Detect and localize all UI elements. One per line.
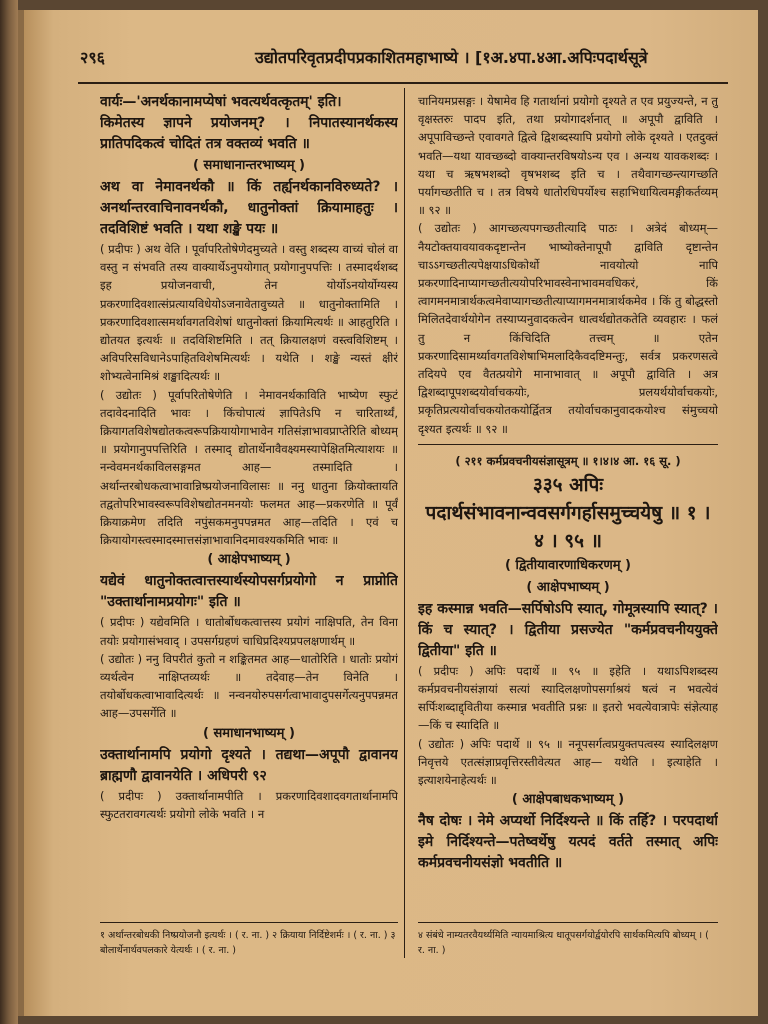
commentary-paragraph: ( उद्योतः ) ननु विपरीतं कुतो न शङ्कितमत आह—धातोरिति । धातोः प्रयोगं व्यर्थत्वेन नाक्षिप्तव्यर्थः ॥ तदेवाह—तेन विनेति । तयोर्बोधकत्वाभावादित्यर्थः ॥ नन्वनयोरुपसर्गत्वाभावादुपसर्गेत्यनुपपन्नमत आह—उपसर्गेति ॥: [100, 651, 398, 721]
footnote-left: १ अर्थान्तरबोधकी निष्प्रयोजनौ इत्यर्थः । ( र. ना. ) २ क्रियाया निर्दिष्टेशर्मः । ( र. ना. ) ३ बोलार्थेनार्थवपलकारे येत्यर्थः । ( र. ना. ): [100, 930, 396, 956]
section-heading: ( आक्षेपभाष्यम् ): [207, 552, 291, 568]
section-heading: ( आक्षेपबाधकभाष्यम् ): [511, 792, 625, 808]
text-paragraph: वार्यः—'अनर्थकानामप्येषां भवत्यर्थवत्कृतम्' इति।: [100, 94, 342, 110]
text-paragraph: नैष दोषः । नेमे अप्यर्थो निर्दिश्यन्ते ॥ किं तर्हि? । परपदार्था इमे निर्दिश्यन्ते—पतेष्वर्थेषु यत्पदं वर्तते तस्मात् अपिः कर्मप्रवचनीयसंज्ञो भवतीति ॥: [418, 813, 718, 872]
commentary-paragraph: ( प्रदीपः ) अथ वेति । पूर्वापरितोषेणेदमुच्यते । वस्तु शब्दस्य वाच्यं चोलं वा वस्तु न संभवति तस्य वाक्यार्थेऽनुपयोगात् प्रयोगानुपपत्तिः । तस्मादर्थशब्द इह प्रयोजनवाची, तेन योर्योऽनयोर्योग्यस्य प्रकरणादिवशात्संप्रत्यायविधेयोऽजनावेतावुच्यते ॥ धातुनोक्तामिति । प्रकरणादिवशात्समर्थावगतविशेषां धातुनोक्तां क्रियामित्यर्थः ॥ आहतुरिति । द्योतयत इत्यर्थः ॥ तदविशिष्टमिति । तत् क्रियालक्षणं वस्त्वविशिष्टम् । अविपरिसविधानेऽपाहितविशेषमित्यर्थः । यथेति । शङ्खे न्यस्तं क्षीरं शोभ्यत्वेनामिश्रं शङ्खादित्यर्थः ॥: [100, 242, 398, 384]
column-divider: [404, 88, 405, 958]
commentary-paragraph: ( प्रदीपः ) यद्येवमिति । धातोर्बोधकत्वात्तस्य प्रयोगं नाक्षिपति, तेन विना तयोः प्रयोगासंभवाद् । उपसर्गग्रहणं चाधिप्रदिश्यप्रपलक्षणार्थम् ॥: [100, 615, 398, 648]
text-paragraph: इह कस्मान्न भवति—सर्पिषोऽपि स्यात्, गोमूत्रस्यापि स्यात्? । किं च स्यात्? । द्वितीया प्रसज्येत "कर्मप्रवचनीययुक्ते द्वितीया" इति ॥: [418, 600, 718, 659]
text-paragraph: उक्तार्थानामपि प्रयोगो दृश्यते । तद्यथा—अपूपौ द्वावानय ब्राह्मणौ द्वावानयेति । अधिपरी ९२: [100, 746, 398, 784]
commentary-paragraph: ( उद्योतः ) अपिः पदार्थे ॥ ९५ ॥ ननूपसर्गत्वप्रयुक्तपत्वस्य स्यादिलक्षण निवृत्तये एतत्संज्ञाप्रवृत्तिरस्तीवेत्यत आह— यथेति । इत्याहेति । इत्याशयेनाहेत्यर्थः ॥: [418, 736, 718, 788]
commentary-paragraph: ( प्रदीपः ) अपिः पदार्थे ॥ ९५ ॥ इहेति । यथाऽपिशब्दस्य कर्मप्रवचनीयसंज्ञायां सत्यां स्यादिलक्षणोपसर्गाश्रयं षत्वं न भवत्येवं सर्पिःशब्दाद्द्वितीया कस्मान्न भवतीति प्रश्नः ॥ इतरो भवत्येवात्रापेः संज्ञेत्याह—किं च स्यादिति ॥: [418, 663, 718, 733]
section-heading: ( आक्षेपभाष्यम् ): [526, 579, 610, 595]
section-heading: ( समाधानभाष्यम् ): [203, 725, 295, 741]
running-title: उद्योतपरिवृतप्रदीपप्रकाशितमहाभाष्ये ।: [255, 48, 470, 67]
header-rule: [78, 82, 728, 84]
section-rule: [418, 444, 718, 445]
sutra-title: ३३५ अपिः पदार्थसंभावनान्ववसर्गगर्हासमुच्चयेषु ॥ १ । ४ । ९५ ॥: [425, 473, 711, 552]
text-paragraph: यद्येवं धातुनोक्तत्वात्तस्यार्थस्योपसर्गप्रयोगो न प्राप्नोति "उक्तार्थानामप्रयोगः" इति ॥: [100, 573, 398, 611]
commentary-paragraph: ( उद्योतः ) पूर्वापरितोषेणेति । नेमावनर्थकाविति भाष्येण स्फुटं तदावेदनादिति भावः । किंचोपात्यं ज्ञापितेऽपि न चारितार्थ्यं, क्रियागतविशेषद्योतकत्वरूपक्रियायोगाभावेन गतिसंज्ञाभावप्राप्तेरिति बोध्यम् ॥ प्रयोगानुपपत्तिरिति । तस्माद् द्योतार्थेनावैवक्ष्यमस्यापेक्षितमित्याशयः ॥ नन्वेवमनर्थकाविलसङ्गमत आह— तस्मादिति । अर्थान्तरबोधकत्वाभावान्निष्प्रयोजनाविलासः ॥ ननु धातुना क्रियोक्तायति तद्वतोपरिभावस्वरूपविशेषद्योतनमनयोः फलमत आह—प्रकरणेति ॥ पूर्वं क्रियाक्रमेण तदिति नपुंसकमनुपपन्नमत आह—तदिति । एवं च क्रियायोगस्त्वस्मादस्मात्तसंज्ञाभावानिदमावश्यकमिति भावः ॥: [100, 387, 398, 548]
commentary-paragraph: ( उद्योतः ) आगच्छत्यपगच्छतीत्यादि पाठः । अत्रेदं बोध्यम्—नैयटोक्तयावयावकदृष्टान्तेन भाष्योक्तेनापूपौ द्वाविति दृष्टान्तेन चाऽऽगच्छतीत्यपेक्षयाऽधिकोर्थो नावयोत्यो नापि प्रकरणादिनाप्यागच्छतीत्ययोपरिभावस्वेनाभावमवधिकरं, किं त्वागमनमात्रार्थकत्वमेवाप्यागच्छतीत्याप्यागमनमात्रार्थकमेव । किं तु बोद्धस्तो मिलितदेवार्थयोगेन तस्याप्यनुवादकत्वेन धात्वर्थद्योतकतेति व्यवहारः । फलं तु न किंचिदिति तत्त्वम् ॥ एतेन प्रकरणादिसामर्थ्यावगतविशेषाभिमलादिकैवदष्टिमन्तुः, सर्वत्र प्रकरणसत्वे तदियपे एव वैतत्प्रयोगे मानाभावात् ॥ अपूपौ द्वाविति । अत्र द्विशब्दापूपशब्दयोर्वाचकयोः, प्रलयर्थयोर्वाचकयोः, प्रकृतिप्रत्ययोर्वाचकयोतकयोर्द्वितत्र तयोर्वाचकानुवादकयोश्च संमुच्चयो दृश्यत इत्यर्थः ॥ ९२ ॥: [418, 221, 718, 436]
footnote-rule-right: [418, 922, 718, 923]
commentary-paragraph: ( प्रदीपः ) उक्तार्थानामपीति । प्रकरणादिवशादवगतार्थानामपि स्फुटतरावगत्यर्थः प्रयोगो लोके भवति । न: [100, 788, 398, 821]
sutra-metadata: ( २११ कर्मप्रवचनीयसंज्ञासूत्रम् ॥ १।४।४ आ. १६ सू. ): [455, 453, 681, 468]
page-number: २९६: [80, 48, 105, 67]
section-heading: ( द्वितीयावारणाधिकरणम् ): [505, 557, 631, 573]
text-paragraph: किमेतस्य ज्ञापने प्रयोजनम्? । निपातस्यानर्थकस्य प्रातिपदिकत्वं चोदितं तत्र वक्तव्यं भवति ॥: [100, 115, 398, 152]
footnote-right: ४ संबंधे नाम्यतरवैयर्थ्यमिति न्यायमाश्रित्य धातूपसर्गयोर्द्वयोरपि सार्थकमित्यपि बोध्यम् । ( र. ना. ): [418, 930, 709, 956]
text-paragraph: अथ वा नेमावनर्थकौ ॥ किं तर्ह्यनर्थकानविरुध्यते? । अनर्थान्तरवाचिनावनर्थकौ, धातुनोक्तां क्रियामाहतुः । तदविशिष्टं भवति । यथा शङ्खे पयः ॥: [100, 179, 398, 237]
right-column: [418, 92, 718, 874]
section-heading: ( समाधानान्तरभाष्यम् ): [193, 158, 305, 173]
book-spine: [0, 0, 18, 1024]
page-header: [80, 44, 720, 74]
commentary-paragraph: चानियमप्रसङ्गः । येषामेव हि गतार्थानां प्रयोगो दृश्यते त एव प्रयुज्यन्ते, न तु वृक्षस्तरुः पादप इति, तथा प्रयोगादर्शनात् ॥ अपूपौ द्वाविति । अपूपाविच्छन्ते एवावगते द्वित्वे द्विशब्दस्यापि प्रयोगो लोके दृश्यते । एतदुक्तं भवति—यथा यावच्छब्दो वाक्यान्तरविषयोऽन्य एव । अन्यथ यावकशब्दः । यथा च ऋषभशब्दो वृषभशब्द इति च । तथैवागच्छन्त्यागच्छति पर्यागच्छतीति च । तत्र विषये धातोरधिपर्योश्च सहाभिधायित्वमङ्गीकर्तव्यम् ॥ ९२ ॥: [418, 94, 718, 218]
footnote-rule-left: [100, 922, 398, 923]
left-column: [100, 92, 398, 823]
section-reference: [१अ.४पा.४आ.अपिःपदार्थसूत्रे: [475, 48, 648, 67]
